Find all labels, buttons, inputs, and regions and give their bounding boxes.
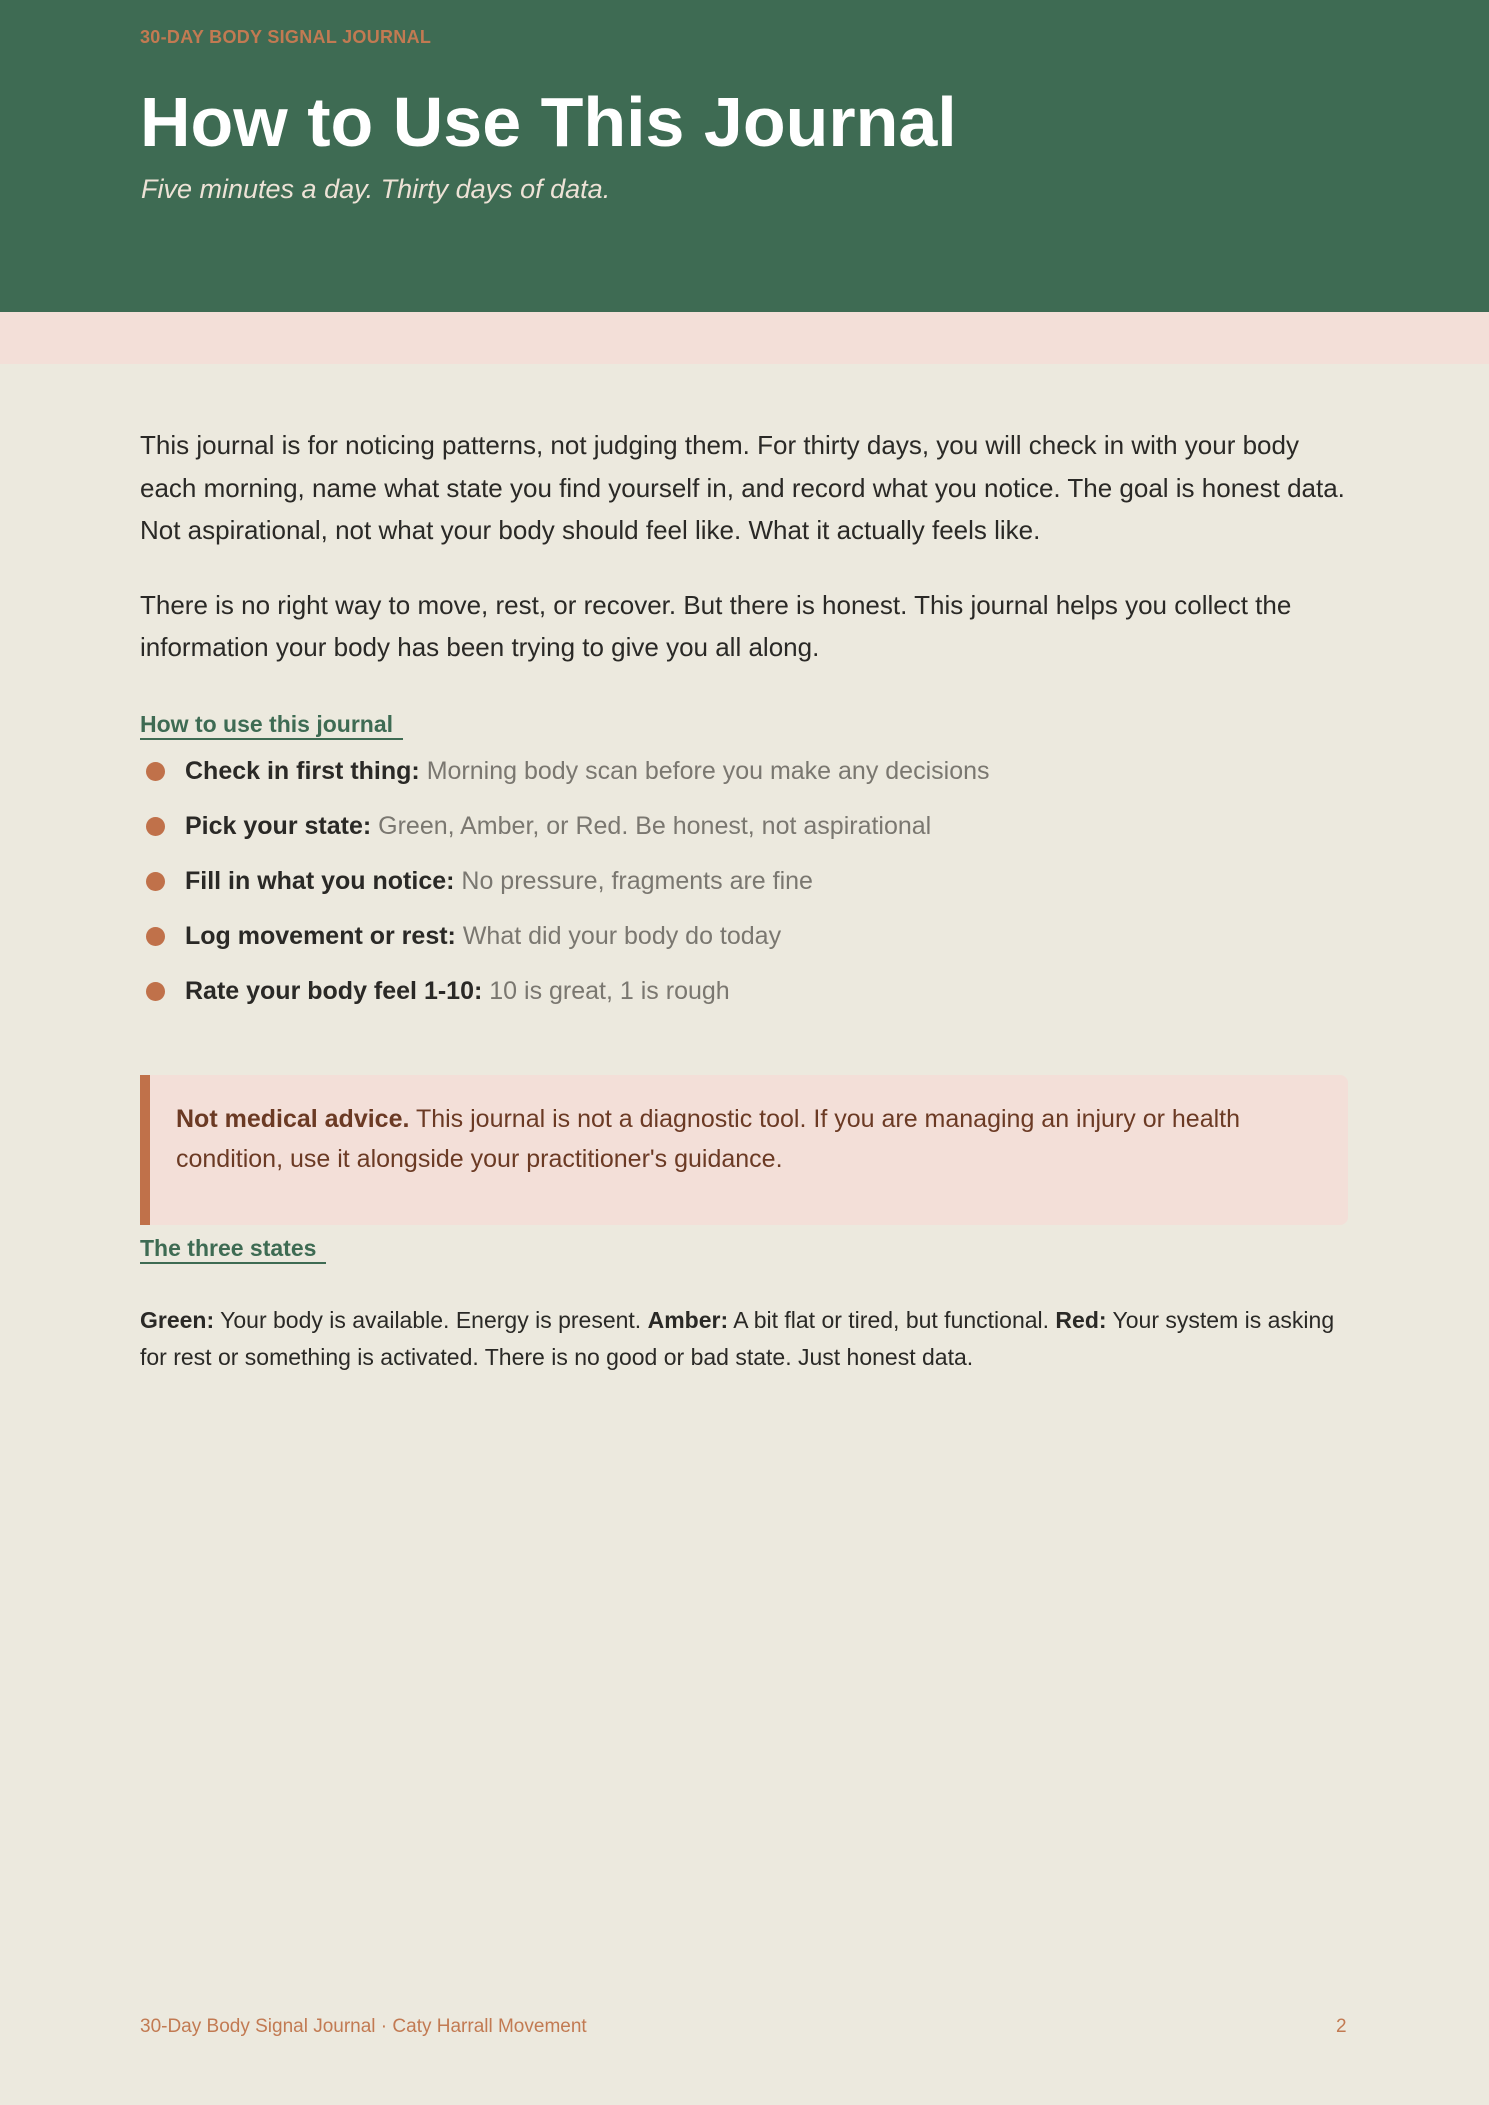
journal-kicker: 30-DAY BODY SIGNAL JOURNAL xyxy=(140,27,432,47)
how-to-heading: How to use this journal xyxy=(140,711,403,740)
step-label: Pick your state: xyxy=(185,811,372,840)
page-subtitle: Five minutes a day. Thirty days of data. xyxy=(141,174,611,204)
page-number: 2 xyxy=(1336,2016,1347,2037)
page-title: How to Use This Journal xyxy=(140,83,957,161)
amber-label: Amber: xyxy=(647,1306,729,1333)
red-label: Red: xyxy=(1055,1306,1107,1333)
step-label: Rate your body feel 1-10: xyxy=(185,976,483,1005)
header-banner xyxy=(0,0,1489,312)
bullet-icon xyxy=(146,927,165,946)
step-description: Green, Amber, or Red. Be honest, not aspirational xyxy=(378,811,932,840)
green-label: Green: xyxy=(140,1306,215,1333)
three-states-heading: The three states xyxy=(140,1235,326,1264)
medical-disclaimer-callout xyxy=(140,1075,1348,1225)
callout-text xyxy=(176,1099,1308,1180)
steps-list xyxy=(140,756,1350,1031)
step-description: 10 is great, 1 is rough xyxy=(489,976,730,1005)
list-item xyxy=(140,756,1350,811)
bullet-icon xyxy=(146,982,165,1001)
list-item xyxy=(140,921,1350,976)
intro-paragraph-1: This journal is for noticing patterns, not judging them. For thirty days, you will check in with your body each morning, name what state you find yourself in, and record what you notice. The goal is honest data. Not aspirational, not what your body should feel like. What it actually feels like. xyxy=(140,430,1345,545)
accent-band xyxy=(0,312,1489,364)
list-item xyxy=(140,976,1350,1031)
step-description: What did your body do today xyxy=(462,921,782,950)
callout-body: This journal is not a diagnostic tool. If you are managing an injury or health condition, use it alongside your practitioner's guidance. xyxy=(176,1104,1241,1173)
footer-title: 30-Day Body Signal Journal · Caty Harrall Movement xyxy=(140,2016,587,2037)
red-text: Your system is asking for rest or something is activated. There is no good or bad state. Just honest data. xyxy=(140,1306,1335,1370)
amber-text: A bit flat or tired, but functional. xyxy=(733,1306,1050,1333)
main-content xyxy=(140,424,1350,1377)
step-description: No pressure, fragments are fine xyxy=(461,866,813,895)
three-states-paragraph xyxy=(140,1302,1350,1377)
callout-strong: Not medical advice. xyxy=(176,1104,410,1133)
bullet-icon xyxy=(146,872,165,891)
step-label: Check in first thing: xyxy=(185,756,420,785)
intro-paragraph-2: There is no right way to move, rest, or recover. But there is honest. This journal helps you collect the information your body has been trying to give you all along. xyxy=(140,589,1292,662)
list-item xyxy=(140,866,1350,921)
step-label: Log movement or rest: xyxy=(185,921,456,950)
bullet-icon xyxy=(146,817,165,836)
bullet-icon xyxy=(146,762,165,781)
step-label: Fill in what you notice: xyxy=(185,866,455,895)
step-description: Morning body scan before you make any decisions xyxy=(426,756,990,785)
green-text: Your body is available. Energy is present. xyxy=(220,1306,642,1333)
list-item xyxy=(140,811,1350,866)
